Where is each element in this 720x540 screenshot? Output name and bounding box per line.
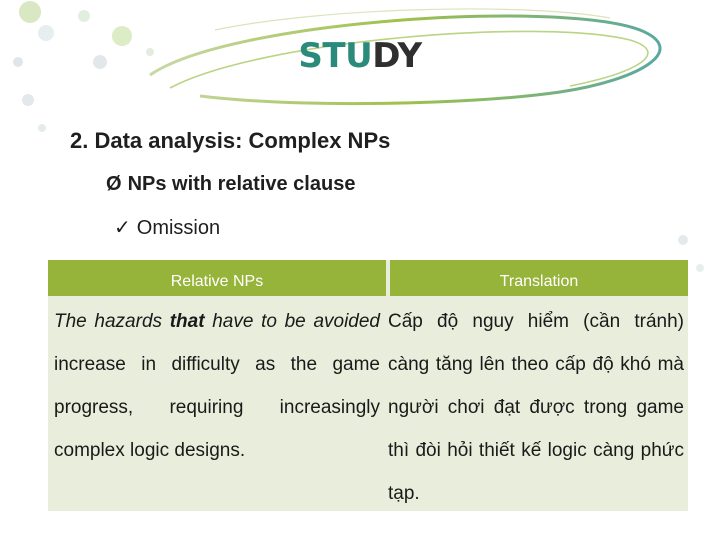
comparison-table <box>48 260 688 511</box>
title-part-dark: DY <box>372 36 422 76</box>
bullet-text: Omission <box>136 217 221 239</box>
source-text-italic: The hazards <box>54 311 170 332</box>
translation-cell: Cấp độ nguy hiểm (cần tránh) càng tăng lên theo cấp độ khó mà người chơi đạt được trong game thì đòi hỏi thiết kế logic càng phức tạp. <box>388 311 684 504</box>
page-title <box>0 36 720 76</box>
bullet-text: NPs with relative clause <box>127 173 356 195</box>
header-translation: Translation <box>390 260 688 296</box>
header-relative-nps: Relative NPs <box>48 260 386 296</box>
source-cell <box>48 300 388 511</box>
source-text-italic-3: avoided <box>313 311 380 332</box>
bullet-omission <box>114 215 220 240</box>
arrow-bullet-icon: Ø <box>106 173 122 195</box>
checkmark-icon: ✓ <box>114 217 131 239</box>
section-heading: 2. Data analysis: Complex NPs <box>70 128 391 153</box>
table-header-row <box>48 260 688 296</box>
table-row <box>48 300 688 511</box>
title-part-teal: STU <box>298 36 373 76</box>
source-text-bold-italic: that <box>169 311 205 332</box>
bullet-relative-clause <box>106 173 355 196</box>
source-text-italic-2: have to be <box>204 311 314 332</box>
source-text-plain: increase in difficulty as the game progress, requiring increasingly complex logic designs. <box>54 354 380 461</box>
